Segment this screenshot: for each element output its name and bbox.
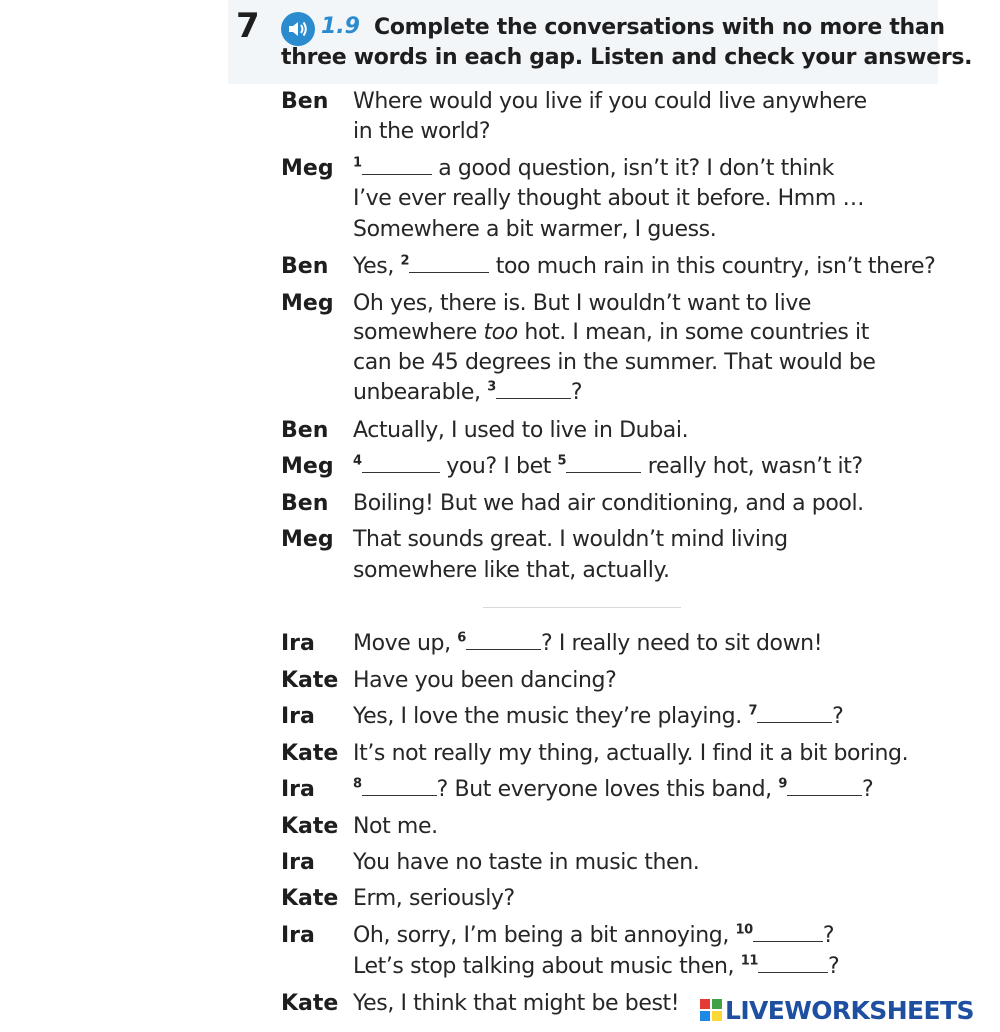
dialogue-text: ? bbox=[822, 923, 835, 948]
dialogue-text: Oh, sorry, I’m being a bit annoying, bbox=[353, 923, 736, 948]
dialogue-text: ? bbox=[861, 777, 874, 802]
dialogue-line: It’s not really my thing, actually. I find it a bit boring. bbox=[353, 741, 909, 766]
gap-number: 7 bbox=[748, 703, 758, 719]
gap-number: 4 bbox=[353, 453, 362, 469]
dialogue-line: can be 45 degrees in the summer. That would be bbox=[353, 350, 876, 375]
speaker-label: Ira bbox=[281, 850, 315, 875]
instruction-line-1: Complete the conversations with no more than bbox=[374, 15, 945, 40]
speaker-label: Kate bbox=[281, 814, 339, 839]
gap-number: 1 bbox=[353, 155, 362, 171]
dialogue-text: you? I bet bbox=[439, 454, 558, 479]
dialogue-text: ? bbox=[832, 704, 844, 729]
dialogue-line: Yes, I think that might be best! bbox=[353, 991, 680, 1016]
speaker-label: Ira bbox=[281, 923, 315, 948]
dialogue-line: Boiling! But we had air conditioning, and a pool. bbox=[353, 491, 864, 516]
gap-number: 8 bbox=[353, 776, 362, 792]
speaker-label: Ben bbox=[281, 254, 329, 279]
answer-gap-2[interactable] bbox=[409, 254, 489, 273]
exercise-number: 7 bbox=[236, 6, 260, 46]
dialogue-text: unbearable, bbox=[353, 380, 488, 405]
dialogue-line: somewhere like that, actually. bbox=[353, 558, 670, 583]
dialogue-line: I’ve ever really thought about it before. Hmm … bbox=[353, 186, 865, 211]
track-number: 1.9 bbox=[321, 14, 360, 39]
dialogue-text: really hot, wasn’t it? bbox=[641, 454, 863, 479]
speaker-label: Ira bbox=[281, 631, 315, 656]
answer-gap-6[interactable] bbox=[466, 631, 541, 650]
dialogue-line bbox=[353, 921, 834, 951]
speaker-label: Ira bbox=[281, 777, 315, 802]
dialogue-line: Somewhere a bit warmer, I guess. bbox=[353, 217, 717, 242]
dialogue-text: hot. I mean, in some countries it bbox=[517, 320, 869, 345]
dialogue-text: Move up, bbox=[353, 631, 458, 656]
dialogue-text: Yes, I love the music they’re playing. bbox=[353, 704, 749, 729]
gap-number: 11 bbox=[740, 953, 758, 969]
logo-text: LIVEWORKSHEETS bbox=[725, 995, 974, 1025]
dialogue-line bbox=[353, 629, 822, 659]
speaker-label: Meg bbox=[281, 156, 334, 181]
speaker-label: Ira bbox=[281, 704, 315, 729]
gap-number: 6 bbox=[457, 630, 466, 646]
instruction-line-2: three words in each gap. Listen and check your answers. bbox=[281, 45, 973, 70]
answer-gap-10[interactable] bbox=[753, 923, 823, 942]
answer-gap-1[interactable] bbox=[362, 156, 432, 175]
dialogue-line bbox=[353, 154, 834, 184]
dialogue-line bbox=[353, 775, 873, 805]
answer-gap-5[interactable] bbox=[566, 454, 641, 473]
dialogue-line bbox=[353, 952, 839, 982]
speaker-label: Kate bbox=[281, 886, 339, 911]
answer-gap-7[interactable] bbox=[757, 704, 832, 723]
gap-number: 2 bbox=[400, 253, 410, 269]
speaker-label: Ben bbox=[281, 418, 329, 443]
dialogue-text: too much rain in this country, isn’t there? bbox=[489, 254, 936, 279]
liveworksheets-logo bbox=[700, 994, 974, 1026]
dialogue-line bbox=[353, 452, 863, 482]
speaker-label: Meg bbox=[281, 291, 334, 316]
dialogue-text: ? bbox=[828, 954, 840, 979]
speaker-label: Kate bbox=[281, 741, 339, 766]
dialogue-line: in the world? bbox=[353, 119, 491, 144]
logo-mark-icon bbox=[700, 999, 722, 1021]
answer-gap-3[interactable] bbox=[496, 380, 571, 399]
answer-gap-11[interactable] bbox=[758, 954, 828, 973]
dialogue-text: somewhere bbox=[353, 320, 484, 345]
speaker-label: Meg bbox=[281, 527, 334, 552]
header-band bbox=[228, 0, 938, 84]
gap-number: 3 bbox=[487, 379, 496, 395]
dialogue-line bbox=[353, 702, 843, 732]
speaker-label: Ben bbox=[281, 491, 329, 516]
gap-number: 9 bbox=[778, 776, 787, 792]
answer-gap-9[interactable] bbox=[787, 777, 862, 796]
dialogue-text: a good question, isn’t it? I don’t think bbox=[431, 156, 834, 181]
dialogue-line: That sounds great. I wouldn’t mind living bbox=[353, 527, 788, 552]
dialogue-line bbox=[353, 252, 935, 282]
section-divider bbox=[483, 607, 681, 608]
dialogue-line: Oh yes, there is. But I wouldn’t want to live bbox=[353, 291, 812, 316]
dialogue-line: Erm, seriously? bbox=[353, 886, 515, 911]
speaker-label: Kate bbox=[281, 668, 339, 693]
speaker-label: Ben bbox=[281, 89, 329, 114]
answer-gap-8[interactable] bbox=[362, 777, 437, 796]
speaker-label: Meg bbox=[281, 454, 334, 479]
gap-number: 10 bbox=[735, 922, 753, 938]
dialogue-text: ? bbox=[570, 380, 583, 405]
speaker-label: Kate bbox=[281, 991, 339, 1016]
dialogue-line: Not me. bbox=[353, 814, 438, 839]
dialogue-text: Let’s stop talking about music then, bbox=[353, 954, 741, 979]
dialogue-line: You have no taste in music then. bbox=[353, 850, 700, 875]
audio-speaker-icon[interactable] bbox=[281, 12, 315, 46]
dialogue-line bbox=[353, 318, 869, 348]
dialogue-text: ? But everyone loves this band, bbox=[436, 777, 779, 802]
dialogue-line bbox=[353, 378, 582, 408]
dialogue-text: ? I really need to sit down! bbox=[540, 631, 823, 656]
answer-gap-4[interactable] bbox=[362, 454, 440, 473]
emphasis-text: too bbox=[483, 320, 518, 345]
dialogue-line: Actually, I used to live in Dubai. bbox=[353, 418, 689, 443]
dialogue-line: Have you been dancing? bbox=[353, 668, 617, 693]
dialogue-line: Where would you live if you could live anywhere bbox=[353, 89, 867, 114]
dialogue-text: Yes, bbox=[353, 254, 401, 279]
gap-number: 5 bbox=[557, 453, 567, 469]
